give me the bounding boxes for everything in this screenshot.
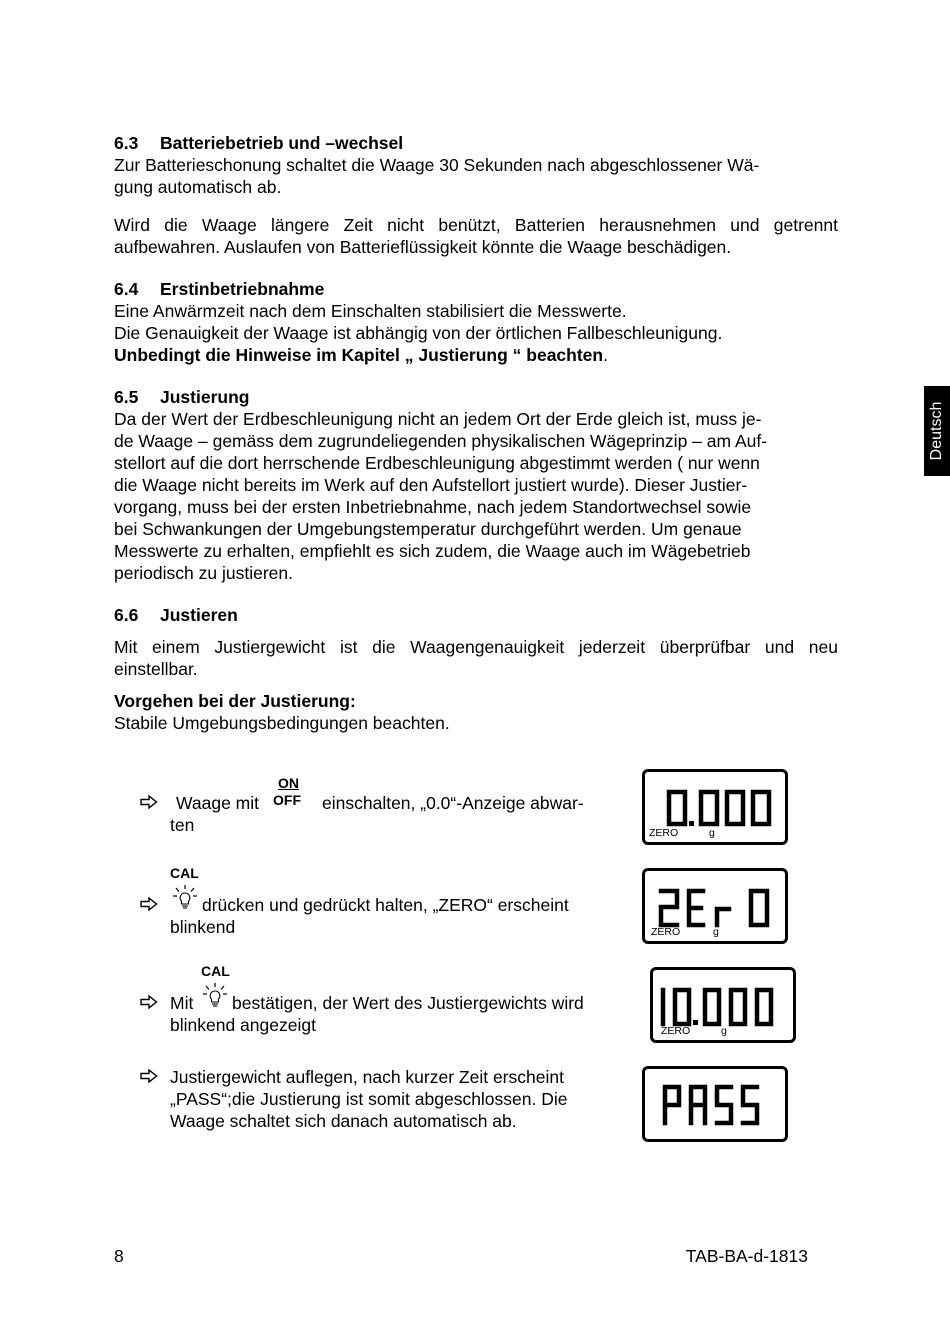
step-1 [140, 775, 620, 842]
arrow-right-icon [140, 795, 158, 809]
step-3-text: Mit [170, 993, 194, 1013]
lcd-display-pass [642, 1066, 788, 1142]
paragraph-line: stellort auf die dort herrschende Erdbeschleunigung abgestimmt werden ( nur wenn [114, 453, 760, 473]
step-4-text-line2: „PASS“;die Justierung ist somit abgeschlossen. Die [170, 1089, 568, 1109]
section-6-6 [114, 604, 838, 734]
paragraph-line: periodisch zu justieren. [114, 563, 293, 583]
step-1-text: Waage mit [176, 793, 259, 813]
zero-indicator: ZERO [661, 1025, 691, 1037]
step-3 [140, 963, 630, 1042]
paragraph-line: die Waage nicht bereits im Werk auf den Aufstellort justiert wurde). Dieser Justier- [114, 475, 748, 495]
arrow-right-icon [140, 1069, 158, 1083]
unit-indicator: g [721, 1025, 727, 1037]
cal-key-label: CAL [170, 865, 199, 881]
paragraph-line: Da der Wert der Erdbeschleunigung nicht an jedem Ort der Erde gleich ist, muss je- [114, 409, 762, 429]
step-1-text-line2: ten [170, 815, 195, 835]
step-2 [140, 865, 620, 944]
step-4-text: Justiergewicht auflegen, nach kurzer Zeit erscheint [170, 1067, 564, 1087]
cal-key-label: CAL [201, 963, 230, 979]
section-heading: 6.5 Justierung [114, 387, 250, 407]
paragraph-line: Mit einem Justiergewicht ist die Waagengenauigkeit jederzeit überprüfbar und neu [114, 637, 838, 657]
lcd-display-0000 [642, 769, 788, 845]
section-6-5 [114, 386, 838, 584]
paragraph-line: gung automatisch ab. [114, 177, 282, 197]
paragraph-line: Die Genauigkeit der Waage ist abhängig von der örtlichen Fallbeschleunigung. [114, 323, 723, 343]
paragraph-line: einstellbar. [114, 659, 198, 679]
paragraph-line: vorgang, muss bei der ersten Inbetriebnahme, nach jedem Standortwechsel sowie [114, 497, 752, 517]
zero-indicator: ZERO [649, 827, 679, 839]
paragraph-line: de Waage – gemäss dem zugrundeliegenden physikalischen Wägeprinzip – am Auf- [114, 431, 768, 451]
paragraph-line: Stabile Umgebungsbedingungen beachten. [114, 713, 450, 733]
paragraph-line: Unbedingt die Hinweise im Kapitel „ Justierung “ beachten. [114, 345, 608, 365]
content [114, 132, 838, 734]
off-key-label: OFF [273, 792, 301, 808]
paragraph-line: Wird die Waage längere Zeit nicht benützt, Batterien herausnehmen und getrennt [114, 215, 838, 235]
section-heading: 6.6 Justieren [114, 605, 238, 625]
lcd-display-10000 [650, 967, 796, 1043]
zero-indicator: ZERO [651, 926, 681, 938]
lcd-display-zero [642, 868, 788, 944]
step-4 [140, 1066, 620, 1136]
lamp-icon [202, 983, 228, 1009]
section-heading: 6.4 Erstinbetriebnahme [114, 279, 325, 299]
document-id: TAB-BA-d-1813 [685, 1246, 808, 1266]
section-6-4 [114, 278, 838, 366]
paragraph-line: bei Schwankungen der Umgebungstemperatur durchgeführt werden. Um genaue [114, 519, 742, 539]
section-6-3 [114, 132, 838, 258]
paragraph-line: Zur Batterieschonung schaltet die Waage 30 Sekunden nach abgeschlossener Wä- [114, 155, 760, 175]
unit-indicator: g [709, 827, 715, 839]
lamp-icon [172, 885, 198, 911]
step-3-text-line2: blinkend angezeigt [170, 1015, 316, 1035]
language-tab-label: Deutsch [928, 401, 945, 461]
lcd-digits [645, 1069, 785, 1139]
on-key-label: ON [278, 775, 299, 791]
step-2-text: drücken und gedrückt halten, „ZERO“ erscheint [202, 895, 569, 915]
arrow-right-icon [140, 995, 158, 1009]
page-number: 8 [114, 1246, 124, 1266]
section-heading: 6.3 Batteriebetrieb und –wechsel [114, 133, 404, 153]
paragraph-line: aufbewahren. Auslaufen von Batterieflüssigkeit könnte die Waage beschädigen. [114, 237, 732, 257]
paragraph-line: Messwerte zu erhalten, empfiehlt es sich zudem, die Waage auch im Wägebetrieb [114, 541, 751, 561]
step-3-text-cont: bestätigen, der Wert des Justiergewichts wird [232, 993, 584, 1013]
procedure-title: Vorgehen bei der Justierung: [114, 691, 356, 711]
step-1-text-cont: einschalten, „0.0“-Anzeige abwar- [322, 793, 584, 813]
language-tab [924, 386, 950, 476]
arrow-right-icon [140, 897, 158, 911]
step-2-text-line2: blinkend [170, 917, 236, 937]
unit-indicator: g [713, 926, 719, 938]
step-4-text-line3: Waage schaltet sich danach automatisch ab. [170, 1111, 517, 1131]
paragraph-line: Eine Anwärmzeit nach dem Einschalten stabilisiert die Messwerte. [114, 301, 627, 321]
